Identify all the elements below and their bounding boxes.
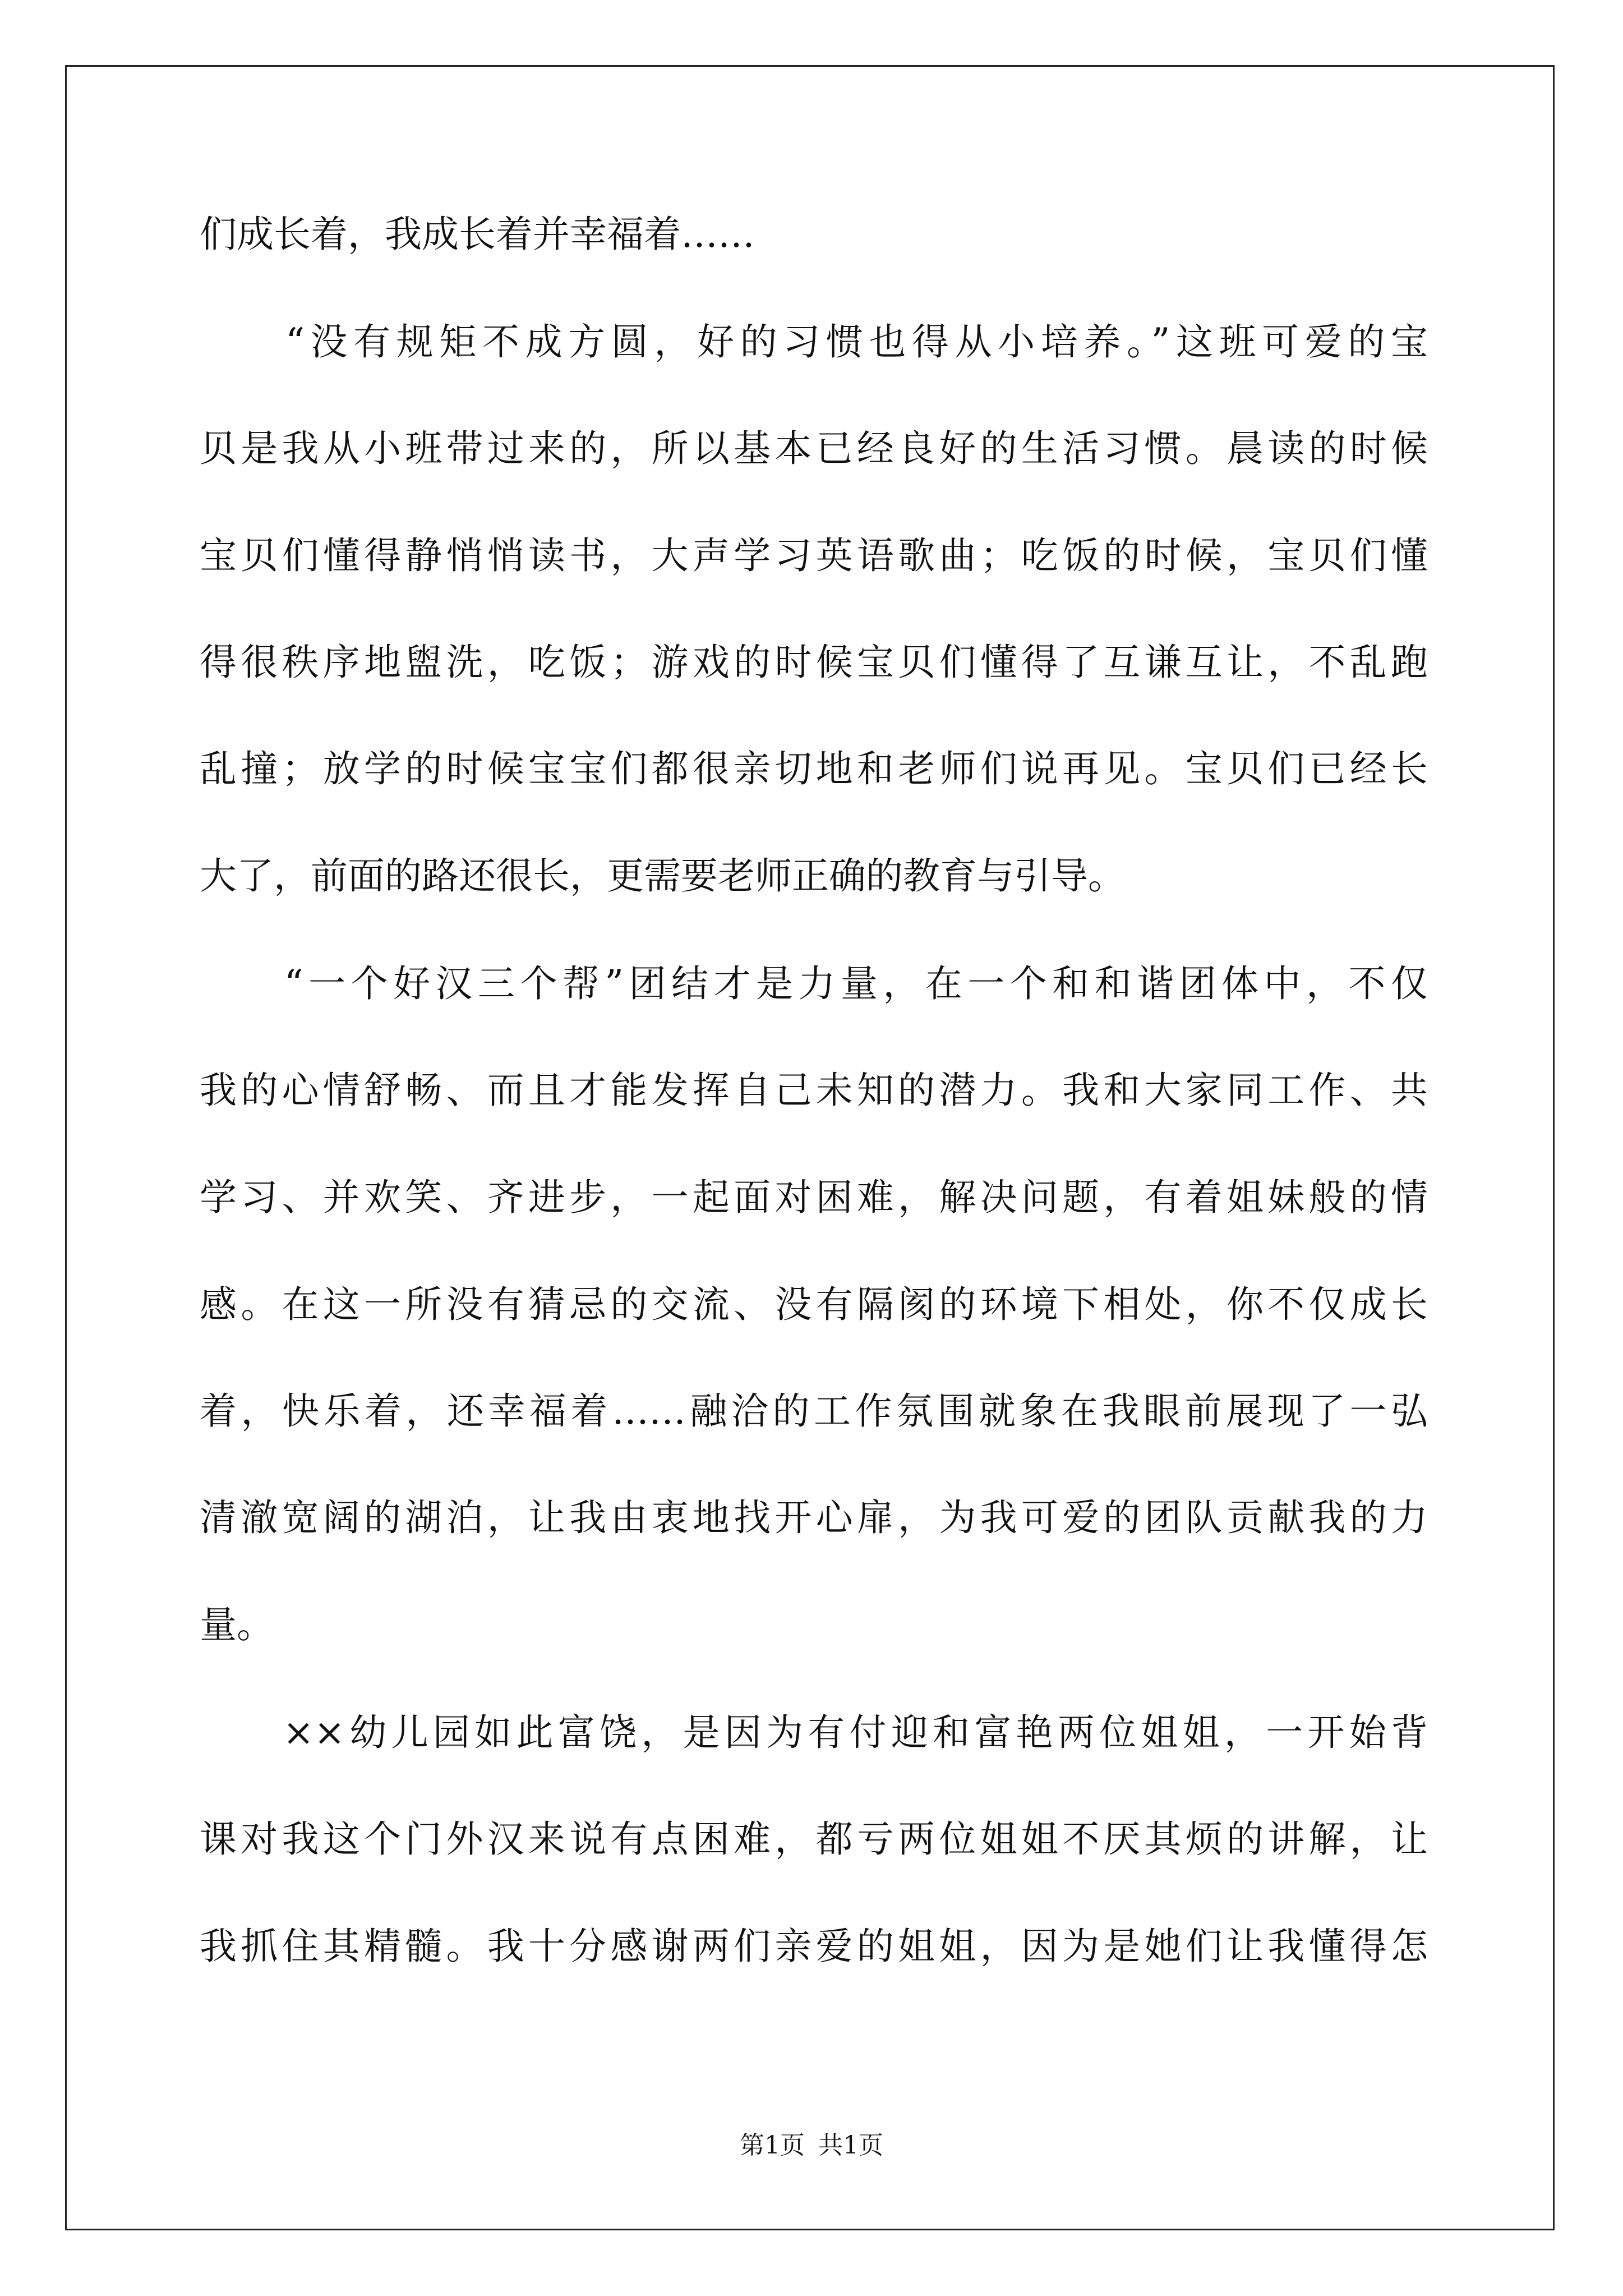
text-line: 学习、并欢笑、齐进步，一起面对困难，解决问题，有着姐妹般的情 <box>200 1176 1428 1219</box>
page-border <box>65 65 1555 2230</box>
page-count: 共1页 <box>818 2131 883 2160</box>
page-number: 第1页 <box>740 2131 805 2160</box>
text-line: 感。在这一所没有猜忌的交流、没有隔阂的环境下相处，你不仅成长 <box>200 1283 1428 1326</box>
text-line: 清澈宽阔的湖泊，让我由衷地找开心扉，为我可爱的团队贡献我的力 <box>200 1496 1428 1539</box>
page-footer <box>0 2129 1623 2162</box>
text-line: 贝是我从小班带过来的，所以基本已经良好的生活习惯。晨读的时候 <box>200 427 1428 470</box>
text-line: 大了，前面的路还很长，更需要老师正确的教育与引导。 <box>200 854 1125 898</box>
text-line: 量。 <box>200 1603 274 1646</box>
text-line: 乱撞；放学的时候宝宝们都很亲切地和老师们说再见。宝贝们已经长 <box>200 747 1428 790</box>
text-line: 得很秩序地盥洗，吃饭；游戏的时候宝贝们懂得了互谦互让，不乱跑 <box>200 641 1428 684</box>
text-line: 我的心情舒畅、而且才能发挥自己未知的潜力。我和大家同工作、共 <box>200 1069 1428 1112</box>
text-line: 课对我这个门外汉来说有点困难，都亏两位姐姐不厌其烦的讲解，让 <box>200 1818 1428 1861</box>
text-line: 宝贝们懂得静悄悄读书，大声学习英语歌曲；吃饭的时候，宝贝们懂 <box>200 534 1428 577</box>
text-line: “一个好汉三个帮”团结才是力量，在一个和和谐团体中，不仅 <box>200 962 1428 1005</box>
text-line: 我抓住其精髓。我十分感谢两们亲爱的姐姐，因为是她们让我懂得怎 <box>200 1925 1428 1968</box>
text-line: ××幼儿园如此富饶，是因为有付迎和富艳两位姐姐，一开始背 <box>200 1711 1428 1754</box>
text-line: “没有规矩不成方圆，好的习惯也得从小培养。”这班可爱的宝 <box>200 320 1428 364</box>
text-line: 着，快乐着，还幸福着……融洽的工作氛围就象在我眼前展现了一弘 <box>200 1389 1428 1433</box>
text-line: 们成长着，我成长着并幸福着…… <box>200 213 755 256</box>
